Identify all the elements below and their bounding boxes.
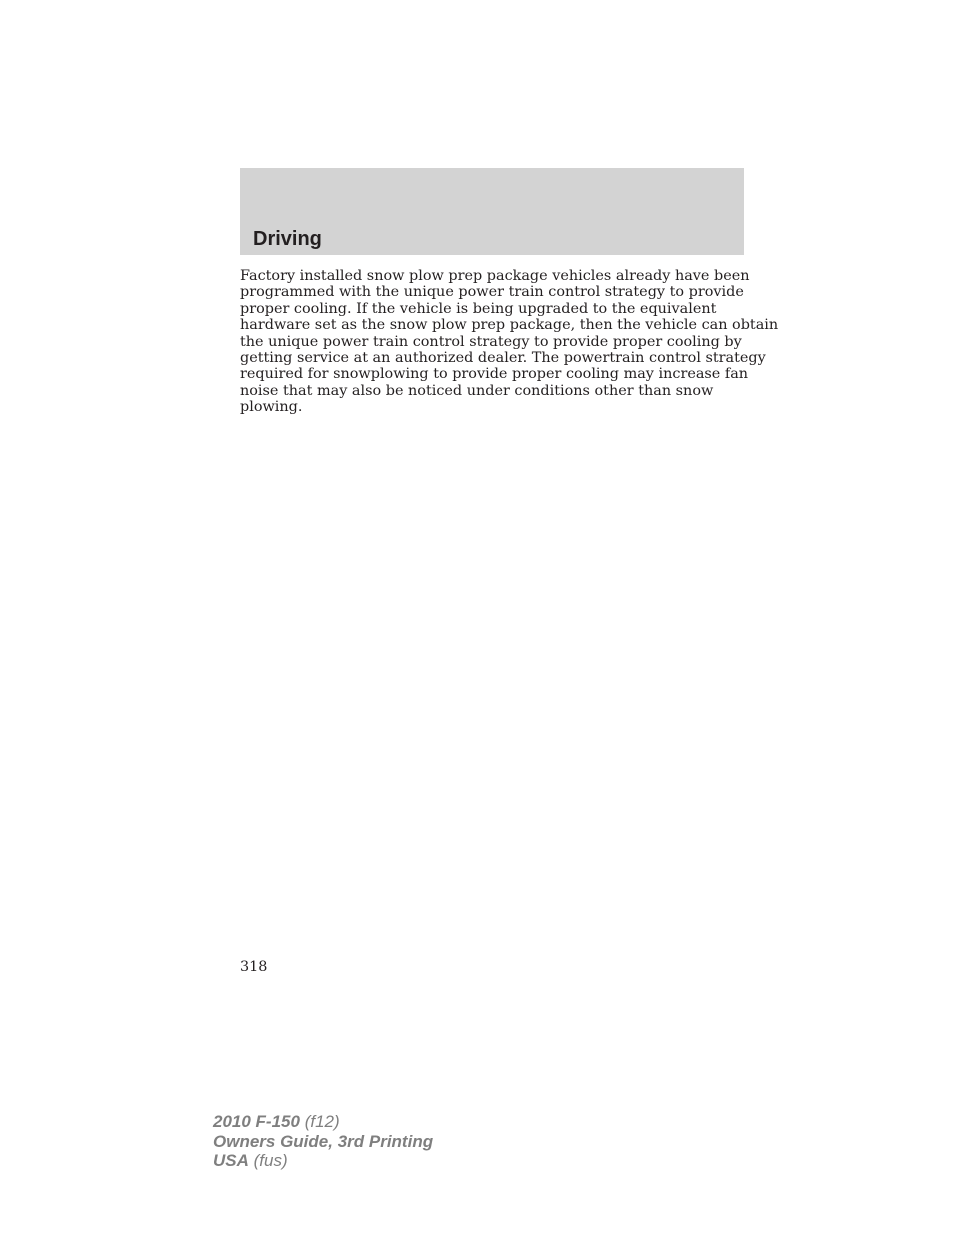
- section-header: [240, 168, 744, 255]
- section-title: Driving: [253, 228, 322, 250]
- page-number: 318: [240, 959, 268, 975]
- footer-guide: Owners Guide, 3rd Printing: [213, 1131, 434, 1151]
- body-line: noise that may also be noticed under conditions other than snow: [240, 382, 714, 399]
- body-line: Factory installed snow plow prep package vehicles already have been: [240, 268, 750, 284]
- footer-model-code: (f12): [304, 1112, 340, 1131]
- body-line: programmed with the unique power train control strategy to provide: [240, 284, 744, 301]
- body-line: hardware set as the snow plow prep package, then the vehicle can obtain: [240, 317, 779, 334]
- body-line: plowing.: [240, 399, 303, 416]
- footer-model: 2010 F-150: [213, 1112, 300, 1131]
- body-line: the unique power train control strategy to provide proper cooling by: [240, 333, 742, 350]
- footer-line-region: [213, 1151, 433, 1171]
- body-line: required for snowplowing to provide proper cooling may increase fan: [240, 366, 749, 383]
- footer-region: USA: [213, 1151, 249, 1170]
- body-paragraph: [240, 268, 779, 416]
- body-line: getting service at an authorized dealer. The powertrain control strategy: [240, 350, 766, 367]
- footer-line-model: [213, 1112, 433, 1132]
- body-line: proper cooling. If the vehicle is being upgraded to the equivalent: [240, 300, 717, 317]
- footer: [213, 1112, 433, 1171]
- footer-region-code: (fus): [253, 1151, 288, 1170]
